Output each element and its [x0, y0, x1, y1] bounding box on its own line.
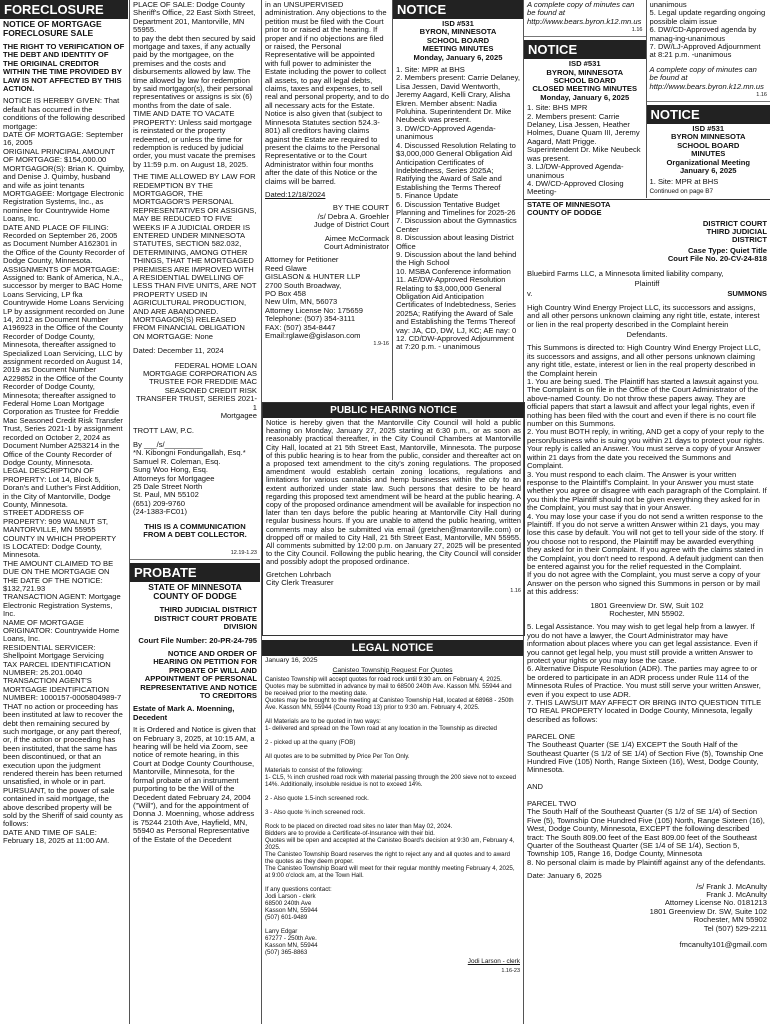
board-meeting-minutes: 1. Site: MPR at BHS 2. Members present: Carrie Delaney, Lisa Jessen, David Wentworth, Jeremy Aagard, Kelli Crary, Alisha Ekren. Member absent: Nadia Poluhina. Superintendent Dr. Mike Neubeck was present. 3. DW/CD-Approved Agenda-unanimous 4. Discussed Resolution Relating to $3,000,000 General Obligation Aid Anticipation Certificates of Indebtedness, Series 2025A; Ratifying the Award of Sale and Establishing the Terms Thereof 5. Finance Update 6. Discussion Tentative Budget Planning and Timelines for 2025-26 7. Discussion about the Gymnastics Center 8. Discussion about leasing District Office 9. Discussion about the land behind the High School 10. MSBA Conference information 11. AE/DW-Approved Resolution Relating to $3,000,000 General Obligation Aid Anticipation Certificates of Indebtedness, Series 2025A; Ratifying the Award of Sale and Establishing the Terms Thereof vay: JA, CD, DW, LJ, KC; AE nay: 0 12. CD/DW-Approved Adjournment at 7:20 p.m. - unanimous [396, 65, 520, 352]
legal-notice-body: Canisteo Township will accept quotes for road rock until 9:30 am. on February 4, 2025. Quotes may be submitted in advance by mail to 68500 240th Ave. Kasson MN. 55944 and be received prior to the meeting date. Quotes may be brought to the meeting at Canisteo Township Hall, located at 68968 - 250th Ave. Kasson MN, 55944 (County Road 13) prior to 9:30 am. February 4, 2025. All Materials are to be quoted in two ways: 1- delivered and spread on the Town road at any location in the Township as directed 2 - picked up at the quarry (FOB) All quotes are to be submitted by Price Per Ton Only. Materials to consist of the following: 1- CL5, ¾ inch crushed road rock with material passing through the 200 sieve not to exceed 14%. Additionally, insoluble residue is not to exceed 14%. 2 - Also quote 1.5-inch screened rock. 3 - Also quote ¾ inch screened rock. Rock to be placed on directed road sites no later than May 02, 2024. Bidders are to provide a Certificate-of-Insurance with their bid. Quotes will be open and accepted at the Canisteo Board's decision at 9:30 am, February 4, 2025. The Canisteo Township Board reserves the right to reject any and all quotes and to award the quotes as they deem proper. The Canisteo Township Board will meet for their regular monthly meeting February 4, 2025, at 9:00 o'clock am, at the Town Hall. If any questions contact: Jodi Larson - clerk 68500 240th Ave Kasson MN, 55944 (507) 601-9489 Larry Edgar 67277 - 250th Ave. Kasson MN, 55944 (507) 365-8863 [265, 676, 517, 957]
school-board-column [393, 0, 523, 398]
probate-court: THIRD JUDICIAL DISTRICT DISTRICT COURT PROBATE DIVISION [154, 605, 257, 632]
notice-header: NOTICE [647, 105, 770, 124]
closed-meeting-title: ISD #531 BYRON, MINNESOTA SCHOOL BOARD CLOSED MEETING MINUTES Monday, January 6, 2025 [532, 59, 638, 102]
probate-continued-column [262, 0, 392, 398]
foreclosure-column [0, 0, 128, 1024]
board-meeting-title: ISD #531 BYRON, MINNESOTA SCHOOL BOARD MEETING MINUTES Monday, January 6, 2025 [413, 19, 503, 62]
summons-address: 1801 Greenview Dr. SW, Suit 102 Rochester, MN 55902. [590, 600, 704, 618]
summons-plaintiff-name: Bluebird Farms LLC, a Minnesota limited liability company, [527, 268, 724, 278]
redemption-notice: THE TIME ALLOWED BY LAW FOR REDEMPTION BY THE MORTGAGOR, THE MORTGAGOR'S PERSONAL REPRESENTATIVES OR ASSIGNS, MAY BE REDUCED TO FIVE WEEKS IF A JUDICIAL ORDER IS ENTERED UNDER MINNESOTA STATUTES, SECTION 582.032, DETERMINING, AMONG OTHER THINGS, THAT THE MORTGAGED PREMISES ARE IMPROVED WITH A RESIDENTIAL DWELLING OF LESS THAN FIVE UNITS, ARE NOT PROPERTY USED IN AGRICULTURAL PRODUCTION, AND ARE ABANDONED. MORTGAGOR(S) RELEASED FROM FINANCIAL OBLIGATION ON MORTGAGE: None [133, 172, 257, 341]
insertion-code: 1.9-16 [373, 341, 389, 348]
divider [647, 101, 770, 102]
foreclosure-header: FORECLOSURE [0, 0, 128, 19]
divider [130, 559, 260, 560]
continued-note: Continued on page B7 [649, 187, 714, 195]
summons-plaintiff-label: Plaintiff [634, 278, 660, 288]
court-administrator: Aimee McCormack Court Administrator [324, 233, 389, 251]
summons-notice [524, 199, 770, 951]
insertion-code: 1.16-23 [501, 967, 520, 974]
minutes-link-text: A complete copy of minutes can be found at http://www.bears.byron.k12.mn.us [649, 64, 764, 91]
insertion-code: 1.16 [756, 92, 767, 99]
summons-state: STATE OF MINNESOTA COUNTY OF DODGE [527, 199, 611, 218]
legal-notice-header: LEGAL NOTICE [262, 640, 523, 656]
debt-collector-notice: THIS IS A COMMUNICATION FROM A DEBT COLLECTOR. [143, 521, 247, 539]
closed-meeting-minutes: 1. Site: BHS MPR 2. Members present: Carrie Delaney, Lisa Jessen, Heather Holmes, Duane Quam III, Jeremy Aagard, Matt Prigge. Superintendent Dr. Mike Neubeck was present. 3. LJ/DW-Approved Agenda-unanimous 4. DW/CD-Approved Closing Meeting- [527, 103, 641, 197]
summons-column [524, 0, 770, 1024]
probate-header: PROBATE [130, 563, 260, 582]
legal-notice-signature: Jodi Larson - clerk [467, 958, 520, 966]
top-right-block [647, 0, 770, 198]
summons-defendants-text: High Country Wind Energy Project LLC, its successors and assigns, and all other persons unknown claiming any right title, estate, interest or lien in the real property described in the Complaint herein [527, 302, 760, 329]
probate-dated: Dated:12/18/2024 [265, 189, 326, 199]
probate-notice-title: NOTICE AND ORDER OF HEARING ON PETITION FOR PROBATE OF WILL AND APPOINTMENT OF PERSONAL REPRESENTATIVE AND NOTICE TO CREDITORS [140, 649, 257, 701]
top-left-block [524, 0, 647, 198]
foreclosure-body: NOTICE IS HEREBY GIVEN: That default has occurred in the conditions of the following described mortgage: DATE OF MORTGAGE: September 16, 2005 ORIGINAL PRINCIPAL AMOUNT OF MORTGAGE: $154,000.00 MORTGAGOR(S): Brian K. Quimby, and Denise J. Quimby, husband and wife as joint tenants MORTGAGEE: Mortgage Electronic Registration Systems, Inc., as nominee for Countrywide Home Loans, Inc. DATE AND PLACE OF FILING: Recorded on September 26, 2005 as Document Number A162301 in the Office of the County Recorder of Dodge County, Minnesota. ASSIGNMENTS OF MORTGAGE: Assigned to: Bank of America, N.A., successor by merger to BAC Home Loans Servicing, LP fka Countrywide Home Loans Servicing LP by assignment recorded on June 14, 2012 as Document Number A196923 in the Office of the County Recorder of Dodge County, Minnesota, thereafter assigned to Specialized Loan Servicing, LLC by assignment recorded on August 14, 2019 as Document Number A229852 in the Office of the County Recorder of Dodge County, Minnesota; thereafter assigned to Federal Home Loan Mortgage Corporation as Trustee for Freddie Mac Seasoned Credit Risk Transfer Trust, Series 2021-1 by assignment recorded on October 2, 2024 as Document Number A253214 in the Office of the County Recorder of Dodge County, Minnesota. LEGAL DESCRIPTION OF PROPERTY: Lot 14, Block 5, Doran's and Luther's First Addition, in the City of Mantorville, Dodge County, Minnesota. STREET ADDRESS OF PROPERTY: 909 WALNUT ST, MANTORVILLE, MN 55955 COUNTY IN WHICH PROPERTY IS LOCATED: Dodge County, Minnesota. THE AMOUNT CLAIMED TO BE DUE ON THE MORTGAGE ON THE DATE OF THE NOTICE: $132,721.93 TRANSACTION AGENT: Mortgage Electronic Registration Systems, Inc. NAME OF MORTGAGE ORIGINATOR: Countrywide Home Loans, Inc. RESIDENTIAL SERVICER: Shellpoint Mortgage Servicing TAX PARCEL IDENTIFICATION NUMBER: 25.201.0040 TRANSACTION AGENT'S MORTGAGE IDENTIFICATION NUMBER: 1000157-0005804989-7 THAT no action or proceeding has been instituted at law to recover the debt then remaining secured by such mortgage, or any part thereof, or, if the action or proceeding has been instituted, that the same has been discontinued, or that an execution upon the judgment rendered therein has been returned unsatisfied, in whole or in part. PURSUANT, to the power of sale contained in said mortgage, the above described property will be sold by the Sheriff of said county as follows: DATE AND TIME OF SALE: February 18, 2025 at 11:00 AM. [3, 96, 125, 846]
organizational-meeting-minutes: 1. Site: MPR at BHS [649, 176, 719, 186]
summons-vs-row [524, 289, 770, 299]
legal-notice-date: January 16, 2025 [265, 657, 318, 664]
closed-meeting-continued: unanimous 5. Legal update regarding ongoing possible claim issue 6. DW/CD-Approved agenda by manag-ing-unanimous 7. DW/LJ-Approved Adjournment at 8:21 p.m. -unanimous [649, 0, 766, 60]
organizational-meeting-title: ISD #531 BYRON MINNESOTA SCHOOL BOARD MINUTES Organizational Meeting January 6, 2025 [666, 124, 751, 176]
attorney-signature: By ___/s/_________ *N. Kibongni Fondungallah, Esq.* Samuel R. Coleman, Esq. Sung Woo Hong, Esq. Attorneys for Mortgagee 25 Dale Street North St. Paul, MN 55102 (651) 209-9760 (24-1383-FC01) [133, 439, 246, 517]
probate-body-continued: in an UNSUPERVISED administration. Any objections to the petition must be filed with the Court prior to or raised at the hearing. If proper and if no objections are filed or raised, the Personal Representative will be appointed with full power to administer the Estate including the power to collect all assets, to pay all legal debts, claims, taxes and expenses, to sell real and personal property, and to do all necessary acts for the Estate. Notice is also given that (subject to Minnesota Statutes section 524.3-801) all creditors having claims against the Estate are required to present the claims to the Personal Representative or to the Court Administrator within four months after the date of this Notice or the claims will be barred. [265, 0, 389, 186]
foreclosure-body-continued: PLACE OF SALE: Dodge County Sheriff's Office, 22 East Sixth Street, Department 201, Mantorville, MN 55955. to pay the debt then secured by said mortgage and taxes, if any actually paid by the mortgagee, on the premises and the costs and disbursements allowed by law. The time allowed by law for redemption by said mortgagor(s), their personal representatives or assigns is six (6) months from the date of sale. TIME AND DATE TO VACATE PROPERTY: Unless said mortgage is reinstated or the property redeemed, or unless the time for redemption is reduced by judicial order, you must vacate the premises by 11:59 p.m. on August 18, 2025. [133, 0, 256, 169]
foreclosure-title: NOTICE OF MORTGAGE FORECLOSURE SALE [3, 19, 102, 38]
probate-state: STATE OF MINNESOTA COUNTY OF DODGE [148, 582, 242, 602]
foreclosure-continued-column [130, 0, 260, 1024]
mortgagee-name: FEDERAL HOME LOAN MORTGAGE CORPORATION AS TRUSTEE FOR FREDDIE MAC SEASONED CREDIT RISK TRANSFER TRUST, SERIES 2021-1 Mortgagee [136, 360, 257, 421]
summons-date: Date: January 6, 2025 [527, 871, 602, 881]
law-firm: TROTT LAW, P.C. [133, 425, 195, 435]
summons-body: This Summons is directed to: High Country Wind Energy Project LLC, its successors and assigns, and all other persons unknown claiming any right title, estate, interest or lien in the real property described in the Complaint herein 1. You are being sued. The Plaintiff has started a lawsuit against you. The Complaint is on file in the Office of the Court Administrator of the above-named County. Do not throw these papers away. They are official papers that start a lawsuit and affect your legal rights, even if nothing has been filed with the court and even if there is no court file number on this Summons. 2. You must BOTH reply, in writing, AND get a copy of your reply to the person/business who is suing you within 21 days to protect your rights. Your reply is called an Answer. You must serve a copy of your Answer within 21 days from the date you received the Summons and Complaint. 3. You must respond to each claim. The Answer is your written response to the Plaintiff's Complaint. In your Answer you must state whether you agree or disagree with each paragraph of the Complaint. If you think the Plaintiff should not be given everything they asked for in the Complaint, you must say that in your Answer. 4. You may lose your case if you do not send a written response to the Plaintiff. If you do not serve a written Answer within 21 days, you may lose this case by default. You will not get to tell your side of the story. If you choose not to respond, the Plaintiff may be awarded everything they asked for in their Complaint. If you agree with the claims stated in the Complaint, you don't need to respond. A default judgment can then be entered against you for the relief requested in the Complaint. If you do not agree with the Complaint, you must serve a copy of your Answer on the person who signed this Summons in person or by mail at this address: [527, 343, 767, 597]
public-hearing-notice [262, 402, 525, 636]
top-notices-row [524, 0, 770, 198]
summons-signature: /s/ Frank J. McAnulty Frank J. McAnulty Attorney License No. 0181213 1801 Greenview Dr. SW, Suite 102 Rochester, MN 55902 Tel (507) 529-2211 fmcanulty101@gmail.com [649, 881, 767, 950]
notice-header: NOTICE [393, 0, 523, 19]
summons-body-continued: 5. Legal Assistance. You may wish to get legal help from a lawyer. If you do not have a lawyer, the Court Administrator may have information about places where you can get legal assistance. Even if you cannot get legal help, you must still provide a written Answer to protect your rights or you may lose the case. 6. Alternative Dispute Resolution (ADR). The parties may agree to or be ordered to participate in an ADR process under Rule 114 of the Minnesota Rules of Practice. You must still serve your written Answer, even if you expect to use ADR. 7. THIS LAWSUIT MAY AFFECT OR BRING INTO QUESTION TITLE TO REAL PROPERTY located in Dodge County, Minnesota, legally described as follows: PARCEL ONE The Southeast Quarter (SE 1/4) EXCEPT the South Half of the Southeast Quarter (S 1/2 of SE 1/4) of Section Five (5), Township One Hundred Five (105) North, Range Sixteen (16), West, Dodge County, Minnesota. AND PARCEL TWO The South Half of the Southeast Quarter (S 1/2 of SE 1/4) of Section Five (5), Township One Hundred Five (105) North, Range Sixteen (16), West, Dodge County, Minnesota, EXCEPT the following described tract: The South 809.00 feet of the East 809.00 feet of the Southeast Quarter of the Southeast Quarter (SE 1/4 of SE 1/4), Section 5, Township 105, Range 16, Dodge County, Minnesota 8. No personal claim is made by Plaintiff against any of the defendants. [527, 622, 766, 867]
court-signature: BY THE COURT /s/ Debra A. Groehler Judge of District Court [313, 203, 389, 230]
public-hearing-body: Notice is hereby given that the Mantorville City Council will hold a public hearing on Monday, January 27, 2025 starting at 6:30 p.m., or as soon as reasonably practical thereafter, in the City Council Chambers at Mantorville City Hall, located at 21 5th Street East, Mantorville, Minnesota. The purpose of this public hearing is to hear from the public, consider and thereafter act on a proposed text amendment to the city's zoning regulations. The proposed amendment would establish certain zoning locations, regulations and limitations for various cannabis and hemp businesses within the city to an extent authorized under state law. Such persons that desire to be heard regarding this proposed text amendment will be heard at the public hearing. A copy of the proposed ordinance amendment will be available for inspection no later than ten days before the public hearing at Mantorville City Hall during regular business hours. If you are unable to attend the public hearing, written comments may also be submitted via email (gretchen@mantorville.com) or dropped off or mailed to City Hall, 21 5th Street East, Mantorville, MN 55955. All comments submitted by 12:00 p.m. on January 27, 2025 will be presented to the City Council. Following the public hearing, the City Council will consider and possibly adopt the proposed ordinance. [266, 418, 521, 567]
legal-notice-title: Canisteo Township Request For Quotes [332, 666, 453, 674]
summons-district: DISTRICT COURT THIRD JUDICIAL DISTRICT [702, 218, 767, 245]
probate-body: It is Ordered and Notice is given that on February 3, 2025, at 10:15 AM, a hearing will be held via Zoom, see notice of remote hearing, in this Court at Dodge County Courthouse, Mantorville, Minnesota, for the formal probate of an instrument purporting to be the Will of the Decedent dated February 24, 2004 ("Will"), and for the appointment of Donna J. Moenning, whose address is 75244 210th Ave, Hayfield, MN, 55940 as Personal Representative of the Estate of the Decedent [133, 725, 256, 844]
summons-defendants-label: Defendants. [626, 330, 668, 339]
insertion-code: 1.16 [510, 588, 521, 595]
foreclosure-dated: Dated: December 11, 2024 [133, 346, 224, 356]
legal-notice [262, 640, 523, 1024]
insertion-code: 12.19-1.23 [230, 550, 257, 557]
insertion-code: 1.16 [631, 27, 643, 34]
petitioner-attorney: Attorney for Petitioner Reed Glawe GISLASON & HUNTER LLP 2700 South Broadway, PO Box 458 New Ulm, MN, 56073 Attorney License No: 175659 Telephone: (507) 354-3111 FAX: (507) 354-8447 Email:rglawe@gislason.com [265, 255, 363, 341]
notice-header: NOTICE [524, 40, 646, 59]
summons-versus: v. [527, 289, 533, 299]
summons-title: SUMMONS [727, 289, 767, 299]
verification-notice: THE RIGHT TO VERIFICATION OF THE DEBT AND IDENTITY OF THE ORIGINAL CREDITOR WITHIN THE TIME PROVIDED BY LAW IS NOT AFFECTED BY THIS ACTION. [3, 42, 125, 94]
estate-name: Estate of Mark A. Moenning, Decedent [133, 704, 235, 722]
public-hearing-header: PUBLIC HEARING NOTICE [263, 403, 524, 418]
divider [524, 36, 646, 37]
court-file-number: Court File Number: 20-PR-24-795 [138, 635, 257, 645]
summons-case: Case Type: Quiet Title Court File No. 20-CV-24-818 [667, 245, 767, 264]
hearing-signature: Gretchen Lohrbach City Clerk Treasurer [266, 569, 334, 588]
minutes-link-text: A complete copy of minutes can be found at http://www.bears.byron.k12.mn.us [527, 0, 642, 26]
